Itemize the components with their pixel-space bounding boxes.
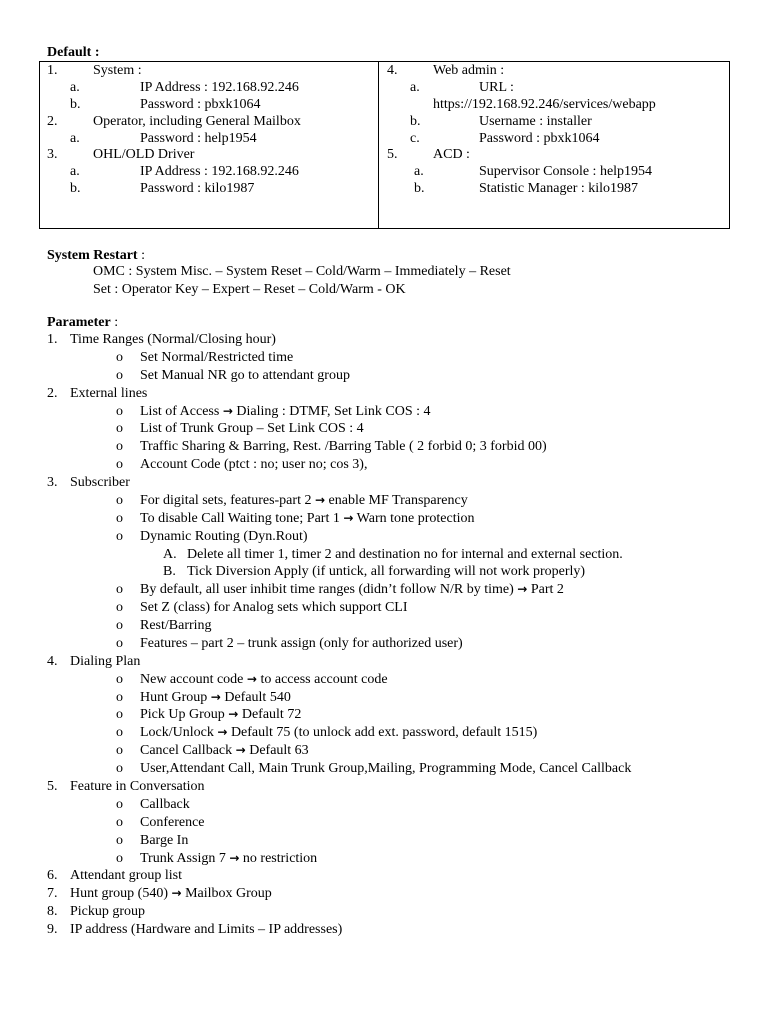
subitem-label (140, 492, 468, 509)
item-label (70, 331, 276, 348)
subitem-label (140, 689, 291, 706)
bullet-icon: o (116, 690, 123, 705)
item-label-text: Attendant group list (70, 868, 182, 883)
list-marker: 3. (47, 147, 58, 162)
subitem-label-text-after: Default 72 (238, 707, 302, 722)
subitem-label (140, 796, 190, 813)
item-label-text-after: Mailbox Group (181, 886, 272, 901)
list-marker: a. (70, 131, 80, 146)
subsub-text: Tick Diversion Apply (if untick, all forwarding will not work properly) (187, 564, 586, 579)
list-text: Supervisor Console : help1954 (479, 164, 653, 179)
list-marker: a. (414, 164, 424, 179)
right-arrow-icon: → (222, 404, 233, 418)
subitem-label (140, 581, 564, 598)
subitem-label-text-before: New account code (140, 672, 247, 687)
right-arrow-icon: → (314, 493, 326, 507)
subitem-label (140, 832, 188, 849)
right-arrow-icon: → (228, 707, 239, 721)
subitem-label-text: Callback (140, 797, 190, 812)
subitem-label-text: User,Attendant Call, Main Trunk Group,Mailing, Programming Mode, Cancel Callback (140, 761, 632, 776)
list-marker: b. (410, 114, 421, 129)
item-label (70, 653, 140, 670)
list-text: Operator, including General Mailbox (93, 114, 301, 129)
item-label-text: External lines (70, 386, 148, 401)
list-text: IP Address : 192.168.92.246 (140, 164, 299, 179)
item-label (70, 385, 147, 402)
item-number: 5. (47, 779, 58, 794)
list-text: System : (93, 63, 142, 78)
subitem-label (140, 706, 301, 723)
subitem-label-text-after: no restriction (239, 851, 318, 866)
subitem-label (140, 438, 547, 455)
subitem-label-text: Set Z (class) for Analog sets which support CLI (140, 600, 408, 615)
list-text: Password : help1954 (140, 131, 257, 146)
subitem-label-text-before: Trunk Assign 7 (140, 851, 230, 866)
list-marker: 2. (47, 114, 58, 129)
item-label-text: Subscriber (70, 475, 130, 490)
list-text: Web admin : (433, 63, 505, 78)
bullet-icon: o (116, 833, 123, 848)
list-marker: 5. (387, 147, 398, 162)
subitem-label-text-before: Pick Up Group (140, 707, 229, 722)
subitem-label-text-before: Hunt Group (140, 690, 211, 705)
subitem-label-text-after: Warn tone protection (353, 511, 475, 526)
system-restart-set: Set : Operator Key – Expert – Reset – Cold/Warm - OK (93, 282, 406, 297)
item-label-text: Dialing Plan (70, 654, 141, 669)
item-label (70, 778, 205, 795)
item-label-text: IP address (Hardware and Limits – IP addresses) (70, 922, 343, 937)
subitem-label (140, 367, 350, 384)
list-text: Username : installer (479, 114, 592, 129)
subitem-label-text: Conference (140, 815, 205, 830)
subitem-label-text-after: Default 75 (to unlock add ext. password, default 1515) (227, 725, 538, 740)
right-arrow-icon: → (235, 743, 246, 757)
item-number: 7. (47, 886, 58, 901)
item-number: 3. (47, 475, 58, 490)
system-restart-omc: OMC : System Misc. – System Reset – Cold/Warm – Immediately – Reset (93, 264, 511, 279)
bullet-icon: o (116, 511, 123, 526)
item-label-text-before: Hunt group (540) (70, 886, 172, 901)
subitem-label-text-after: enable MF Transparency (325, 493, 468, 508)
system-restart-heading-colon: : (137, 248, 145, 263)
right-arrow-icon: → (246, 672, 257, 686)
subitem-label (140, 635, 463, 652)
list-marker: 1. (47, 63, 58, 78)
bullet-icon: o (116, 457, 123, 472)
subitem-label-text-after: Default 540 (220, 690, 291, 705)
subitem-label (140, 349, 293, 366)
parameter-heading (47, 314, 118, 331)
subitem-label (140, 528, 308, 545)
right-arrow-icon: → (171, 886, 182, 900)
subitem-label (140, 742, 309, 759)
subitem-label-text: Traffic Sharing & Barring, Rest. /Barring Table ( 2 forbid 0; 3 forbid 00) (140, 439, 547, 454)
subitem-label (140, 814, 205, 831)
item-number: 2. (47, 386, 58, 401)
subitem-label-text-before: Lock/Unlock (140, 725, 218, 740)
bullet-icon: o (116, 618, 123, 633)
subitem-label-text: Dynamic Routing (Dyn.Rout) (140, 529, 308, 544)
list-text: URL : (479, 80, 514, 95)
item-label (70, 903, 145, 920)
subitem-label (140, 510, 474, 527)
default-heading: Default : (47, 45, 100, 60)
bullet-icon: o (116, 636, 123, 651)
item-number: 6. (47, 868, 58, 883)
bullet-icon: o (116, 797, 123, 812)
subsub-text: Delete all timer 1, timer 2 and destination no for internal and external section. (187, 547, 623, 562)
system-restart-heading (47, 247, 145, 264)
subitem-label-text: List of Trunk Group – Set Link COS : 4 (140, 421, 364, 436)
subitem-label (140, 456, 367, 473)
bullet-icon: o (116, 851, 123, 866)
list-text: https://192.168.92.246/services/webapp (433, 97, 656, 112)
right-arrow-icon: → (210, 690, 221, 704)
bullet-icon: o (116, 707, 123, 722)
subitem-label-text-after: Dialing : DTMF, Set Link COS : 4 (232, 404, 431, 419)
bullet-icon: o (116, 404, 123, 419)
item-label (70, 921, 342, 938)
subitem-label (140, 617, 212, 634)
subsub-marker: B. (163, 564, 176, 579)
right-arrow-icon: → (517, 582, 528, 596)
subitem-label (140, 671, 388, 688)
list-marker: 4. (387, 63, 398, 78)
item-number: 9. (47, 922, 58, 937)
item-number: 8. (47, 904, 58, 919)
subitem-label-text-before: For digital sets, features-part 2 (140, 493, 315, 508)
list-marker: a. (70, 80, 80, 95)
list-marker: a. (410, 80, 420, 95)
right-arrow-icon: → (343, 511, 354, 525)
item-label-text: Time Ranges (Normal/Closing hour) (70, 332, 276, 347)
item-label-text: Pickup group (70, 904, 146, 919)
list-text: Password : pbxk1064 (140, 97, 261, 112)
item-label (70, 474, 130, 491)
subitem-label-text-after: to access account code (256, 672, 388, 687)
bullet-icon: o (116, 761, 123, 776)
item-label (70, 867, 182, 884)
subitem-label-text-after: Default 63 (245, 743, 309, 758)
list-text: Password : kilo1987 (140, 181, 255, 196)
bullet-icon: o (116, 350, 123, 365)
item-label (70, 885, 272, 902)
right-arrow-icon: → (217, 725, 228, 739)
list-marker: b. (70, 181, 81, 196)
bullet-icon: o (116, 600, 123, 615)
bullet-icon: o (116, 815, 123, 830)
subitem-label (140, 599, 408, 616)
subitem-label-text: Rest/Barring (140, 618, 212, 633)
bullet-icon: o (116, 743, 123, 758)
item-number: 4. (47, 654, 58, 669)
list-marker: c. (410, 131, 420, 146)
bullet-icon: o (116, 493, 123, 508)
subitem-label-text-before: To disable Call Waiting tone; Part 1 (140, 511, 344, 526)
bullet-icon: o (116, 368, 123, 383)
bullet-icon: o (116, 582, 123, 597)
subitem-label-text: Account Code (ptct : no; user no; cos 3), (140, 457, 368, 472)
subitem-label-text: Barge In (140, 833, 189, 848)
list-text: OHL/OLD Driver (93, 147, 195, 162)
system-restart-heading-label: System Restart (47, 248, 138, 263)
bullet-icon: o (116, 672, 123, 687)
table-column-divider (378, 61, 379, 229)
subitem-label (140, 420, 364, 437)
subitem-label-text-before: List of Access (140, 404, 223, 419)
right-arrow-icon: → (229, 851, 240, 865)
subitem-label-text: Features – part 2 – trunk assign (only for authorized user) (140, 636, 463, 651)
subitem-label (140, 403, 431, 420)
bullet-icon: o (116, 725, 123, 740)
subitem-label-text: Set Normal/Restricted time (140, 350, 294, 365)
bullet-icon: o (116, 439, 123, 454)
subitem-label (140, 724, 537, 741)
bullet-icon: o (116, 529, 123, 544)
list-marker: b. (414, 181, 425, 196)
subitem-label-text-before: By default, all user inhibit time ranges (didn’t follow N/R by time) (140, 582, 518, 597)
subitem-label-text-after: Part 2 (527, 582, 564, 597)
item-label-text: Feature in Conversation (70, 779, 205, 794)
subitem-label (140, 760, 631, 777)
subitem-label-text-before: Cancel Callback (140, 743, 236, 758)
subitem-label-text: Set Manual NR go to attendant group (140, 368, 350, 383)
subitem-label (140, 850, 317, 867)
list-text: Statistic Manager : kilo1987 (479, 181, 639, 196)
bullet-icon: o (116, 421, 123, 436)
subsub-marker: A. (163, 547, 177, 562)
parameter-heading-label: Parameter (47, 315, 111, 330)
list-text: ACD : (433, 147, 470, 162)
list-text: Password : pbxk1064 (479, 131, 600, 146)
item-number: 1. (47, 332, 58, 347)
list-marker: b. (70, 97, 81, 112)
list-text: IP Address : 192.168.92.246 (140, 80, 299, 95)
parameter-heading-colon: : (110, 315, 119, 330)
list-marker: a. (70, 164, 80, 179)
